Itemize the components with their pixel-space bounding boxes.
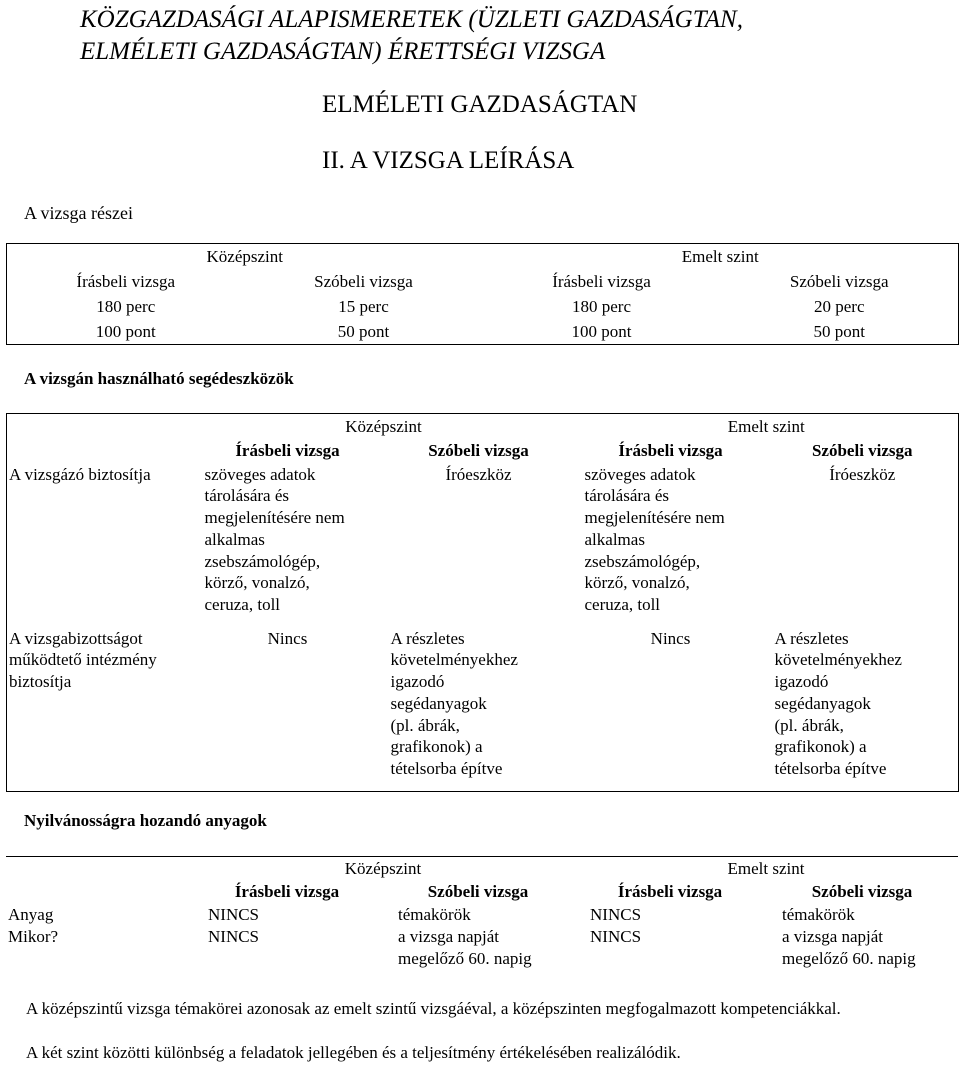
table-cell: a vizsga napját megelőző 60. napig [398,927,532,968]
level-adv: Emelt szint [727,859,805,878]
table-cell: Íróeszköz [445,464,512,484]
level-adv: Emelt szint [727,417,805,436]
footer-paragraph-1: A középszintű vizsga témakörei azonosak az emelt szintű vizsgáéval, a középszinten megfogalmazott kompetenciákkal. [26,999,841,1018]
table-cell: Nincs [267,628,308,648]
level-row [7,414,959,438]
tools-heading: A vizsgán használható segédeszközök [24,369,294,388]
title-line-2: ELMÉLETI GAZDASÁGTAN) ÉRETTSÉGI VIZSGA [80,38,606,65]
col-header: Írásbeli vizsga [617,881,723,901]
level-row [6,857,958,880]
table-cell: 50 pont [337,322,390,341]
col-header: Írásbeli vizsga [76,272,176,291]
table-row [7,319,959,345]
exam-parts-table [6,243,959,345]
table-cell: témakörök [782,904,855,924]
level-adv: Emelt szint [681,247,759,266]
col-header: Szóbeli vizsga [789,272,889,291]
table-cell: a vizsga napját megelőző 60. napig [782,927,916,968]
col-header: Szóbeli vizsga [427,881,529,901]
col-header: Szóbeli vizsga [314,272,413,291]
document-title [80,4,743,68]
table-row [7,294,959,319]
table-row [6,903,958,926]
table-cell: 20 perc [814,297,865,316]
public-table [6,856,958,970]
table-cell: 15 perc [338,297,389,316]
public-heading: Nyilvánosságra hozandó anyagok [24,811,267,830]
table-cell: NINCS [208,927,260,947]
exam-parts-heading: A vizsga részei [24,203,133,223]
level-row [7,244,959,270]
table-cell: 50 pont [813,322,865,341]
table-row [6,925,958,970]
column-header-row [7,269,959,294]
table-cell: NINCS [590,904,642,924]
table-row [7,626,959,792]
table-cell: 180 perc [96,297,156,316]
table-cell: 180 perc [572,297,632,316]
row-label: Mikor? [8,927,59,947]
col-header: Szóbeli vizsga [811,440,913,460]
col-header: Írásbeli vizsga [552,272,651,291]
column-header-row [6,880,958,903]
table-cell: 100 pont [571,322,632,341]
row-label: A vizsgázó biztosítja [9,464,151,484]
section-title: II. A VIZSGA LEÍRÁSA [322,147,575,174]
col-header: Írásbeli vizsga [234,881,340,901]
table-cell: témakörök [398,904,471,924]
row-label: A vizsgabizottságot működtető intézmény biztosítja [9,628,157,691]
table-cell: A részletes követelményekhez igazodó segédanyagok (pl. ábrák, grafikonok) a tételsorba építve [390,628,518,778]
col-header: Írásbeli vizsga [235,440,340,460]
col-header: Szóbeli vizsga [811,881,913,901]
table-cell: szöveges adatok tárolására és megjelenítésére nem alkalmas zsebszámológép, körző, vonalzó, ceruza, toll [204,464,345,614]
subtitle: ELMÉLETI GAZDASÁGTAN [322,91,638,118]
table-cell: 100 pont [95,322,156,341]
table-cell: NINCS [590,927,642,947]
col-header: Írásbeli vizsga [618,440,723,460]
table-cell: NINCS [208,904,260,924]
table-cell: Nincs [650,628,691,648]
row-label: Anyag [8,904,54,924]
footer-paragraph-2: A két szint közötti különbség a feladatok jellegében és a teljesítmény értékelésében realizálódik. [26,1043,681,1062]
title-line-1: KÖZGAZDASÁGI ALAPISMERETEK (ÜZLETI GAZDASÁGTAN, [80,6,743,33]
table-cell: A részletes követelményekhez igazodó segédanyagok (pl. ábrák, grafikonok) a tételsorba építve [774,628,902,778]
level-mid: Középszint [345,417,422,436]
level-mid: Középszint [344,859,422,878]
column-header-row [7,438,959,462]
tools-table [6,413,959,792]
table-cell: szöveges adatok tárolására és megjelenítésére nem alkalmas zsebszámológép, körző, vonalzó, ceruza, toll [584,464,725,614]
level-mid: Középszint [206,247,283,266]
table-cell: Íróeszköz [829,464,896,484]
table-row [7,462,959,626]
col-header: Szóbeli vizsga [428,440,529,460]
